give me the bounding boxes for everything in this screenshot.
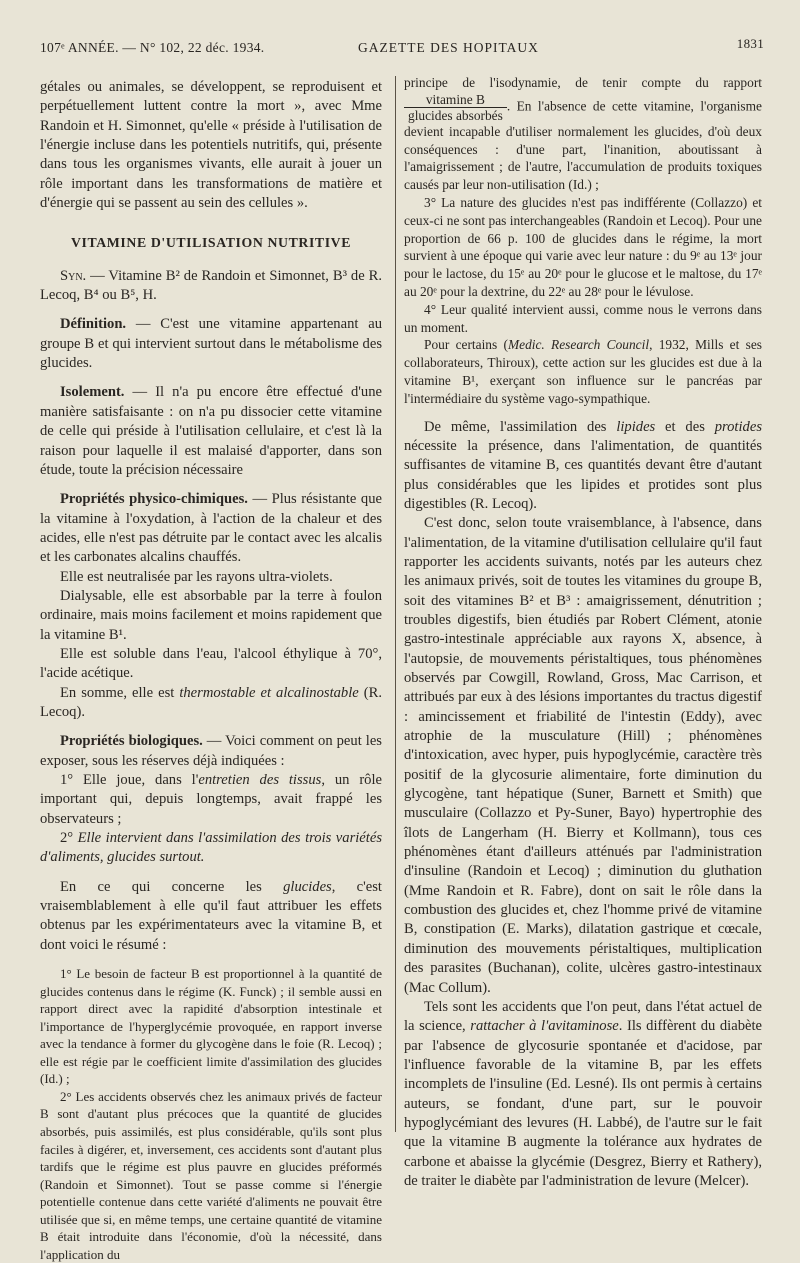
physchem-text: — Plus résistante que la vitamine à l'oxydation, à l'action de la chaleur et des acides, elle n'est pas détruite par le contact avec les alcalis et les carbonates alcalins chauffés. — [40, 491, 382, 566]
gluc-rest: , c'est vraisemblablement à elle qu'il faut attribuer les effets obtenus par les expérimentateurs avec la vitamine B, et dont voici le résumé : — [40, 878, 382, 953]
physchem-paragraph — [40, 490, 382, 567]
synonyms-label: Syn. — [60, 267, 87, 284]
lip-italic-lipides: lipides — [616, 418, 656, 435]
rc-rest: , 1932, Mills et ses collaborateurs, Thiroux), cette action sur les glucides est due à la vitamine B¹, exerçant son influence sur le pancréas par l'intermédiaire du système vago-sympathique. — [404, 337, 762, 406]
running-header — [40, 36, 764, 58]
definition-label: Définition. — [60, 316, 127, 333]
page-number: 1831 — [736, 36, 764, 51]
research-council-paragraph — [404, 336, 762, 407]
ratio-rest: . En l'absence de cette vitamine, l'organisme devient incapable d'utiliser normalement les glucides, d'où deux conséquences : d'une part, l'inanition, aboutissant à l'amaigrissement ; de l'autre, l'accumulation de produits toxiques causés par leur non-utilisation (Id.) ; — [404, 98, 762, 193]
ratio-fraction — [404, 92, 507, 123]
avit-rest: . Ils diffèrent du diabète par l'absence de glycosurie spontanée et d'acidose, par l'influence favorable de la vitamine B, par les effets incomplets de l'insuline (Ed. Lesné). Ils ont permis à certains auteurs, se fondant, d'une part, sur le pouvoir hypoglycémiant des levures (H. Labbé), de l'autre sur le fait que la vitamine B augmente la tolérance aux hydrates de carbone et abaisse la glycémie (Desgrez, Bierry et Rathery), de traiter le diabète par l'administration de levure (Melcer). — [404, 1018, 762, 1189]
section-title: VITAMINE D'UTILISATION NUTRITIVE — [70, 235, 352, 251]
fraction-numerator: vitamine B — [404, 92, 507, 108]
lipids-paragraph — [404, 418, 762, 515]
summary-point-3: 3° La nature des glucides n'est pas indifférente (Collazzo) et ceux-ci ne sont pas interchangeables (Randoin et Lecoq). Pour une proportion de 66 p. 100 de glucides dans le régime, la mort survient à une époque qui varie avec leur nature : du 9ᵉ au 13ᵉ jour pour le lactose, du 15ᵉ au 20ᵉ pour le glucose et le maltose, du 17ᵉ au 20ᵉ pour la dextrine, du 22ᵉ au 28ᵉ pour le lévulose. — [404, 194, 762, 299]
biology-paragraph — [40, 732, 382, 771]
bio1-text: 1° Elle joue, dans l' — [60, 772, 199, 788]
summary-point-1: 1° Le besoin de facteur B est proportionnel à la quantité de glucides contenus dans le régime (K. Funck) ; il semble aussi en rapport direct avec la rapidité d'absorption intestinale et l'importance de l'hyperglycémie provoquée, en rapport inverse avec la tendance à former du glycogène dans le foie (R. Lecoq) ; elle est régie par le coefficient limite d'assimilation des glucides (Id.) ; — [40, 966, 382, 1087]
physchem-p5-text: En somme, elle est — [60, 684, 180, 701]
lip-rest: nécessite la présence, dans l'alimentation, de quantités suffisantes de vitamine B, ces quantités devant être d'autant plus considérables que les lipides et protides sont plus digestibles (R. Lecoq). — [404, 437, 762, 512]
summary-point-4: 4° Leur qualité intervient aussi, comme nous le verrons dans un moment. — [404, 301, 762, 335]
rc-text: Pour certains ( — [424, 337, 508, 353]
physchem-paragraph-4: Elle est soluble dans l'eau, l'alcool éthylique à 70°, l'acide acétique. — [40, 645, 382, 682]
definition-paragraph — [40, 315, 382, 373]
isolation-label: Isolement. — [60, 384, 125, 401]
bio1-italic: entretien des tissus — [198, 772, 322, 788]
lip-italic-protides: protides — [714, 418, 762, 435]
lip-text: De même, l'assimilation des — [424, 418, 617, 435]
gluc-text: En ce qui concerne les — [60, 878, 284, 895]
biology-label: Propriétés biologiques. — [60, 733, 203, 750]
biology-point-2 — [40, 829, 382, 868]
physchem-paragraph-3: Dialysable, elle est absorbable par la terre à foulon ordinaire, mais moins facilement et moins rapidement que la vitamine B¹. — [40, 587, 382, 643]
summary-point-2: 2° Les accidents observés chez les animaux privés de facteur B sont d'autant plus précoces que la quantité de glucides absorbés, puis assimilés, est plus considérable, qu'ils sont plus faciles à digérer, et, inversement, ces accidents sont d'autant plus tardifs que le régime est plus pauvre en glucides préformés (Randoin et Simonnet). Tout se passe comme si l'énergie potentielle contenue dans cette variété d'aliments ne pouvait être utilisée que si, en même temps, une certaine quantité de vitamine B était introduite dans l'économie, d'où la nécessité, dans l'application du — [40, 1088, 382, 1262]
avit-italic: rattacher à l'avitaminose — [470, 1018, 619, 1035]
ratio-lead: principe de l'isodynamie, de tenir compte du rapport — [404, 75, 762, 90]
avitaminosis-paragraph — [404, 998, 762, 1191]
physchem-paragraph-2: Elle est neutralisée par les rayons ultra-violets. — [60, 568, 333, 585]
fraction-denominator: glucides absorbés — [408, 107, 503, 123]
bio2-italic: Elle intervient dans l'assimilation des trois variétés d'aliments, glucides surtout. — [40, 830, 382, 866]
bio2-num: 2° — [60, 830, 78, 847]
bio1-rest: , un rôle important qui, depuis longtemps, avait frappé les observateurs ; — [40, 772, 383, 827]
synonyms-paragraph — [40, 267, 382, 306]
definition-text: — C'est une vitamine appartenant au groupe B et qui intervient surtout dans le métabolisme des glucides. — [40, 316, 382, 372]
biology-point-1 — [40, 771, 382, 829]
left-column — [40, 78, 382, 1263]
synonyms-text: — Vitamine B² de Randoin et Simonnet, B³ de R. Lecoq, B⁴ ou B⁵, H. — [40, 267, 382, 304]
journal-title: GAZETTE DES HOPITAUX — [358, 40, 539, 55]
isolation-text: — Il n'a pu encore être effectué d'une manière satisfaisante : on n'a pu dissocier cette vitamine de celle qui préside à l'utilisation cellulaire, et c'est là la raison pour laquelle il est malaisé d'apporter, dans son étude, toute la précision nécessaire — [40, 384, 382, 478]
glucides-paragraph — [40, 878, 382, 955]
accidents-paragraph: C'est donc, selon toute vraisemblance, à l'absence, dans l'alimentation, de la vitamine d'utilisation cellulaire qu'il faut rapporter les accidents suivants, notés par les auteurs chez les animaux privés, soit de toutes les vitamines du groupe B, soit des vitamines B² et B³ : amaigrissement, dénutrition ; troubles digestifs, bien étudiés par Robert Clément, atonie gastro-intestinale appréciable aux rayons X, absence, à l'autopsie, de mouvements péristaltiques, tous phénomènes observés par Cowgill, Rowland, Gross, Mac Carrison, et attribués par eux à des lésions importantes du tractus digestif : amincissement et friabilité de l'intestin (Eddy), avec atrophie de la musculature (Hill) ; phénomènes d'intoxication, avec hyper, puis hypoglycémie, caractère très positif de la glycosurie alimentaire, forte diminution du glycogène, tant hépatique (Suner, Barnett et Smith) que musculaire (Collazzo et Py-Suner, Bayo) hypertrophie des îlots de Langerham (H. Bierry et Kollmann), tous ces phénomènes étant d'ailleurs atténués par l'administration d'insuline (Randoin et Lecoq) ; diminution du gluthation (Mme Randoin et R. Fabre), dont on sait le rôle dans la combustion des glucides et, chez l'homme privé de vitamine B, constipation (E. Marks), dilatation gastrique et cœcale, diminution des mouvements péristaltiques, multiplication des parasites (Buchanan), colite, ulcères gastro-intestinaux (Mac Collum). — [404, 515, 762, 996]
biology-text: — Voici comment on peut les exposer, sous les réserves déjà indiquées : — [40, 733, 382, 769]
right-column — [404, 74, 762, 1191]
physchem-label: Propriétés physico-chimiques. — [60, 491, 248, 508]
physchem-p5-italic: thermostable et alcalinostable — [179, 684, 359, 701]
column-divider — [395, 76, 396, 1132]
rc-italic: Medic. Research Council — [507, 337, 650, 353]
avit-text: Tels sont les accidents que l'on peut, dans l'état actuel de la science, — [404, 998, 762, 1035]
issue-info: 107ᵉ ANNÉE. — N° 102, 22 déc. 1934. — [40, 40, 265, 55]
physchem-paragraph-5 — [40, 684, 382, 723]
ratio-paragraph — [404, 74, 762, 194]
physchem-p5-cite: (R. Lecoq). — [40, 684, 382, 720]
lip-text-2: et des — [655, 418, 715, 435]
isolation-paragraph — [40, 383, 382, 480]
gluc-italic: glucides — [283, 878, 332, 895]
intro-paragraph: gétales ou animales, se développent, se reproduisent et perpétuellement luttent contre la mort », avec Mme Randoin et H. Simonnet, qu'elle « préside à l'utilisation de l'énergie incluse dans les potentiels nutritifs, qui, présente dans tous les organismes vivants, elle aurait à jouer un rôle important dans les transformations de matière et d'énergie qui se passent au sein des cellules ». — [40, 79, 382, 212]
